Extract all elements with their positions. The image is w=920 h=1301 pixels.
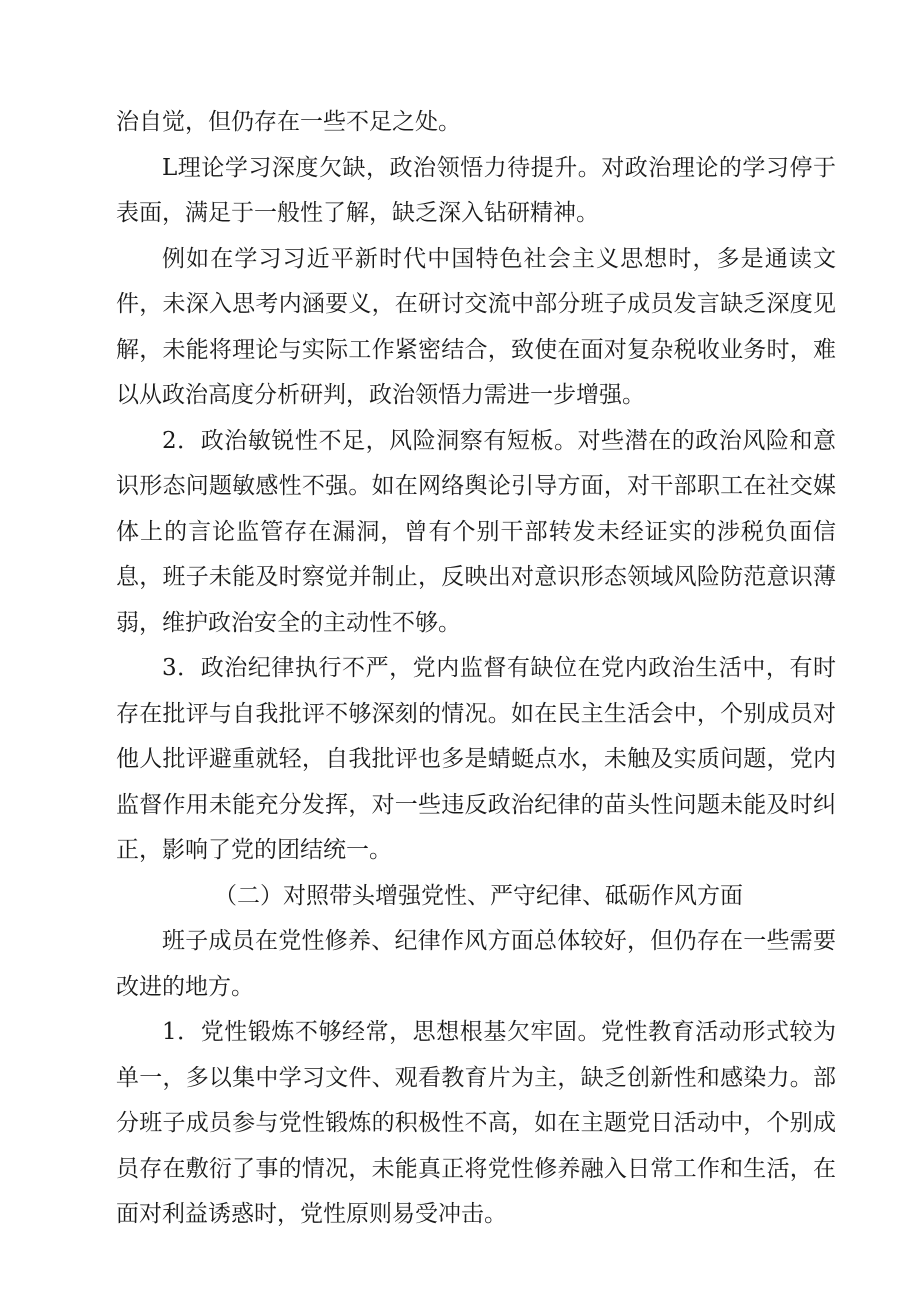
paragraph-continuation: 治自觉，但仍存在一些不足之处。 [116, 109, 461, 135]
paragraph-example: 例如在学习习近平新时代中国特色社会主义思想时，多是通读文件，未深入思考内涵要义，在研讨交流中部分班子成员发言缺乏深度见解，未能将理论与实际工作紧密结合，致使在面对复杂税收业务时，难以从政治高度分析研判，政治领悟力需进一步增强。 [116, 245, 836, 408]
document-body [116, 100, 836, 1238]
paragraph-item-3-political-discipline: 3．政治纪律执行不严，党内监督有缺位在党内政治生活中，有时存在批评与自我批评不够深刻的情况。如在民主生活会中，个别成员对他人批评避重就轻，自我批评也多是蜻蜓点水，未触及实质问题，党内监督作用未能充分发挥，对一些违反政治纪律的苗头性问题未能及时纠正，影响了党的团结统一。 [116, 655, 836, 863]
section-heading-2: （二）对照带头增强党性、严守纪律、砥砺作风方面 [214, 882, 743, 909]
paragraph-item-1-theory-study: L理论学习深度欠缺，政治领悟力待提升。对政治理论的学习停于表面，满足于一般性了解，缺乏深入钻研精神。 [116, 154, 836, 226]
paragraph-item-1-party-spirit: 1．党性锻炼不够经常，思想根基欠牢固。党性教育活动形式较为单一，多以集中学习文件、观看教育片为主，缺乏创新性和感染力。部分班子成员参与党性锻炼的积极性不高，如在主题党日活动中，个别成员存在敷衍了事的情况，未能真正将党性修养融入日常工作和生活，在面对利益诱惑时，党性原则易受冲击。 [116, 1019, 836, 1227]
paragraph-section-intro: 班子成员在党性修养、纪律作风方面总体较好，但仍存在一些需要改进的地方。 [116, 928, 836, 1000]
paragraph-item-2-political-sensitivity: 2．政治敏锐性不足，风险洞察有短板。对些潜在的政治风险和意识形态问题敏感性不强。如在网络舆论引导方面，对干部职工在社交媒体上的言论监管存在漏洞，曾有个别干部转发未经证实的涉税负面信息，班子未能及时察觉并制止，反映出对意识形态领域风险防范意识薄弱，维护政治安全的主动性不够。 [116, 427, 836, 636]
